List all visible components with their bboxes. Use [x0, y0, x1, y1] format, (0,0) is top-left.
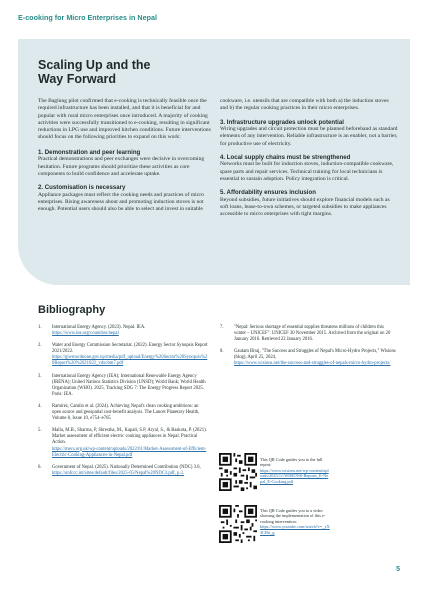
qr-caption-text: This QR Code guides you to a video showing the implementation of this e-cooking intervention:	[260, 508, 326, 524]
reference-item	[220, 349, 396, 367]
reference-item	[38, 325, 208, 337]
qr-code-report-icon[interactable]	[219, 453, 257, 491]
qr-link[interactable]: https://www.wisions.net/wp-content/uploads/2025/11/WISIONS-Reports_E-Nepal_E-Cooking.pdf	[260, 467, 329, 484]
priority-text: Appliance packages must reflect the cooking needs and practices of micro enterprises. Rising awareness about and promoting induction stoves is not enough. Potential users should also be able to select and invest in suitable	[38, 191, 204, 213]
page-number: 5	[396, 566, 400, 573]
priority-text: Networks must be built for induction stoves, induction-compatible cookware, spare parts and repair services. Technical training for local technicians is essential to sustain adoption. Policy integration is critical.	[220, 161, 394, 183]
reference-link[interactable]: https://giwmscdnone.gov.np/media/pdf_upload/Energy%20Sector%20Synopsis%20Report%20%2021022_vdxcbm7.pdf	[52, 355, 208, 367]
reference-number: 8.	[220, 349, 224, 355]
reference-text: Water and Energy Commission Secretariat. (2022). Energy Sector Synopsis Report 2021/2022.	[52, 343, 208, 355]
priority-text: Wiring upgrades and circuit protection must be planned beforehand as standard elements of any intervention. Reliable infrastructure is an enabler, not a barrier, for productive use of electricity.	[220, 126, 398, 147]
reference-number: 5.	[38, 428, 42, 434]
left-column	[38, 98, 214, 220]
reference-link[interactable]: https://www.wisions.net/the-success-and-struggles-of-nepals-micro-hydro-projects/	[234, 361, 391, 367]
priority-item	[220, 154, 398, 183]
bibliography-right	[220, 325, 396, 374]
reference-item	[38, 428, 208, 458]
priority-text: Practical demonstrations and peer exchanges were decisive in overcoming hesitation. Future programs should prioritize these activities as core components to build confidence and accelerate uptake.	[38, 156, 205, 177]
section-title-line-2: Way Forward	[38, 72, 117, 86]
priority-text: Beyond subsidies, future initiatives should explore financial models such as soft loans, lease-to-own schemes, or targeted subsidies to make appliances accessible to micro enterprises with tight margins.	[220, 196, 390, 218]
reference-text: International Energy Agency. (2023). Nepal. IEA.	[52, 325, 146, 330]
priority-item	[220, 119, 398, 148]
qr-code-video-icon[interactable]	[219, 505, 257, 543]
priority-heading: 3. Infrastructure upgrades unlock potential	[220, 118, 344, 126]
reference-link[interactable]: https://www.iea.org/countries/nepal	[52, 331, 119, 337]
reference-item	[220, 325, 396, 343]
priority-item	[38, 149, 214, 178]
bibliography-left	[38, 325, 208, 483]
section-title	[38, 58, 218, 86]
reference-item	[38, 465, 208, 477]
reference-text: Government of Nepal. (2025). Nationally Determined Contribution (NDC) 3.0,	[52, 464, 201, 470]
reference-number: 1.	[38, 325, 42, 330]
reference-item	[38, 374, 208, 398]
priority-heading: 5. Affordability ensures inclusion	[220, 189, 316, 197]
reference-link[interactable]: https://mecs.org.uk/wp-content/uploads/2022/01/Market-Assessment-of-Efficient-Electric-Cooking-Appliances-in-Nepal.pdf	[52, 446, 207, 458]
qr-caption	[260, 457, 330, 484]
bibliography-title: Bibliography	[38, 304, 106, 316]
priority-heading: 4. Local supply chains must be strengthened	[220, 153, 351, 161]
priority-text: cookware, i.e. utensils that are compatible with both a) the induction stoves and b) the regular cooking practices in their micro enterprises.	[220, 98, 389, 112]
reference-number: 2.	[38, 343, 42, 349]
right-column	[220, 98, 398, 225]
reference-link[interactable]: https://unfccc.int/sites/default/files/2025-05/Nepal%20NDC3.pdf, p.3.	[52, 470, 185, 476]
reference-number: 3.	[38, 373, 42, 379]
running-header: E-cooking for Micro Enterprises in Nepal	[18, 13, 157, 22]
qr-link[interactable]: https://www.youtube.com/watch?v=_yX3CBtt_g	[260, 524, 330, 535]
reference-item	[38, 404, 208, 422]
priority-heading: 1. Demonstration and peer learning	[38, 148, 141, 156]
reference-number: 6.	[38, 464, 42, 470]
priority-item	[220, 189, 398, 218]
reference-text: International Energy Agency (IEA); International Renewable Energy Agency (IRENA); United Nations Statistics Division (UNSD); World Bank; World Health Organization (WHO). 2025. Tracking SDG 7: The Energy Progress Report 2025. Paris: IEA.	[52, 373, 206, 397]
reference-text: "Nepal: Serious shortage of essential supplies threatens millions of children this winter – UNICEF". UNICEF 30 November 2015. Archived from the original on 20 January 2016. Retrieved 22 January 2016.	[234, 325, 391, 343]
qr-caption-text: This QR Code guides you to the full report:	[260, 457, 323, 468]
section-title-line-1: Scaling Up and the	[38, 58, 151, 72]
reference-text: Ramirez, Camilo et al. (2024). Achieving Nepal's clean cooking ambitions: an open source and geospatial cost-benefit analysis. The Lancet Planetary Health, Volume 8, Issue 10, e754–e765	[52, 403, 200, 422]
intro-paragraph: The Baglung pilot confirmed that e-cooking is technically feasible once the required infrastructure has been installed, and that it is beneficial for and popular with rural micro enterprises once introduced. A majority of cooking activities were successfully transitioned to e-cooking, resulting in significant reductions in LPG use and improved kitchen conditions. Future interventions should focus on the following priorities to expand on this work:	[38, 98, 211, 141]
qr-caption	[260, 508, 330, 535]
reference-item	[38, 343, 208, 367]
reference-text: Malla, M.B., Sharma, P, Shrestha, M., Kapali, S.P, Aryal, S., & Baskota, P. (2021). Market assessment of efficient electric cooking appliances in Nepal. Practical Action.	[52, 428, 207, 446]
reference-text: Gautam Biraj, "The Success and Struggles of Nepal's Micro-Hydro Projects," Wisions (blog), April 25, 2024,	[234, 349, 396, 361]
reference-number: 4.	[38, 403, 42, 409]
priority-continuation	[220, 98, 398, 113]
priority-item	[38, 184, 214, 213]
priority-heading: 2. Customisation is necessary	[38, 184, 126, 192]
reference-number: 7.	[220, 325, 224, 330]
